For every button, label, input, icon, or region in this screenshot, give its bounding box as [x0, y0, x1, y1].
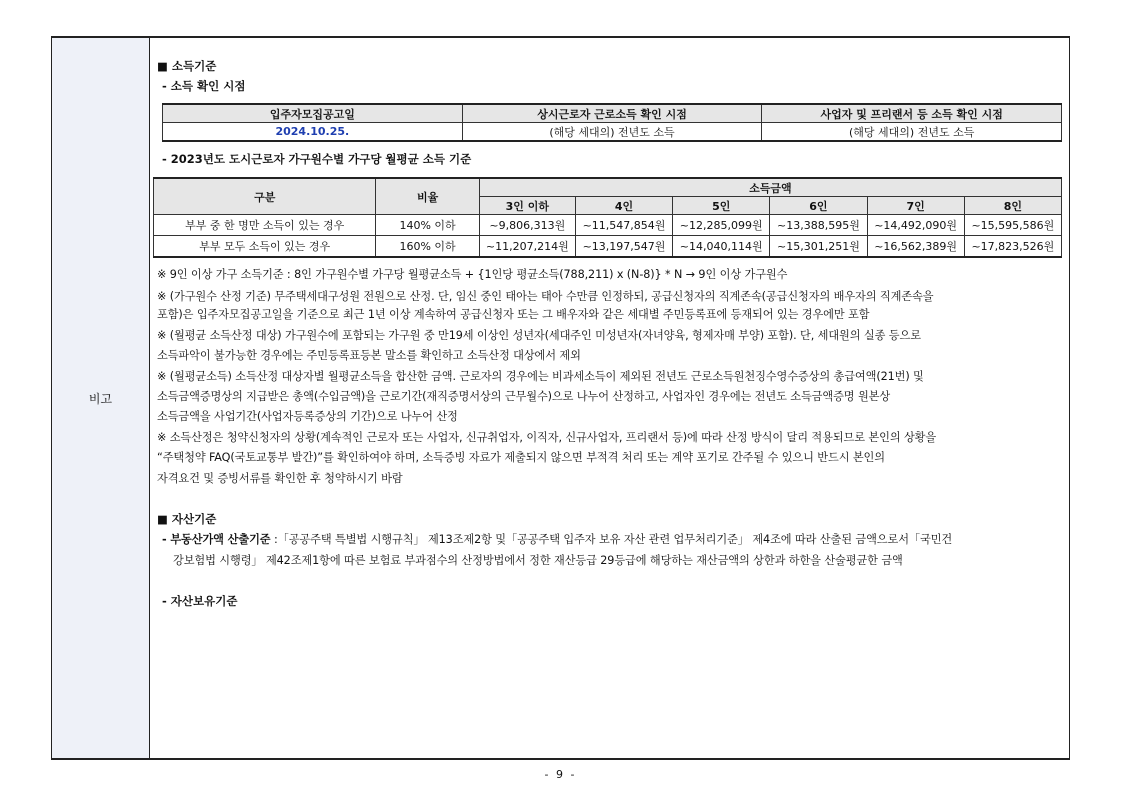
- row-label: 부부 중 한 명만 소득이 있는 경우: [154, 215, 376, 236]
- header-amount: 소득금액: [479, 178, 1061, 197]
- note-line: 소득금액을 사업기간(사업자등록증상의 기간)으로 나누어 산정: [157, 410, 458, 423]
- income-heading: ■ 소득기준: [157, 59, 217, 73]
- note-line: ※ 9인 이상 가구 소득기준 : 8인 가구원수별 가구당 월평균소득 + {1인당 평균소득(788,211) x (N-8)} * N → 9인 이상 가구원수: [157, 268, 788, 281]
- table-cell: ~11,547,854원: [575, 215, 672, 236]
- note-line: “주택청약 FAQ(국토교통부 발간)”를 확인하여야 하며, 소득증빙 자료가 제출되지 않으면 부적격 처리 또는 계약 포기로 간주될 수 있으니 반드시 본인의: [157, 451, 885, 464]
- table-cell: ~11,207,214원: [479, 236, 575, 258]
- side-label: 비고: [88, 392, 113, 406]
- table-cell: (해당 세대의) 전년도 소득: [762, 123, 1062, 142]
- header-size: 6인: [770, 197, 867, 215]
- table-cell: ~17,823,526원: [964, 236, 1061, 258]
- header-ratio: 비율: [376, 178, 479, 215]
- income-check-table: [162, 103, 1062, 142]
- table-cell: ~15,301,251원: [770, 236, 867, 258]
- note-line: 자격요건 및 증빙서류를 확인한 후 청약하시기 바람: [157, 472, 403, 485]
- table-header: 상시근로자 근로소득 확인 시점: [462, 104, 762, 123]
- income-check-subheading: - 소득 확인 시점: [162, 79, 246, 93]
- note-line: ※ (가구원수 산정 기준) 무주택세대구성원 전원으로 산정. 단, 임신 중인 태아는 태아 수만큼 인정하되, 공급신청자의 직계존속(공급신청자의 배우자의 직계존속을: [157, 290, 934, 303]
- table-cell: ~13,388,595원: [770, 215, 867, 236]
- table-cell: ~14,040,114원: [673, 236, 770, 258]
- asset-heading: ■ 자산기준: [157, 512, 217, 526]
- header-size: 4인: [575, 197, 672, 215]
- table-cell: ~15,595,586원: [964, 215, 1061, 236]
- header-size: 5인: [673, 197, 770, 215]
- header-size: 8인: [964, 197, 1061, 215]
- table-cell: ~9,806,313원: [479, 215, 575, 236]
- table-row: [154, 236, 1062, 258]
- page-number: - 9 -: [544, 768, 577, 781]
- asset-criteria-text-2: 강보험법 시행령」 제42조제1항에 따른 보험료 부과점수의 산정방법에서 정한 재산등급 29등급에 해당하는 재산금액의 상한과 하한을 산술평균한 금액: [173, 554, 903, 567]
- asset-criteria-label: - 부동산가액 산출기준: [162, 533, 271, 546]
- row-ratio: 140% 이하: [376, 215, 479, 236]
- table-header: 사업자 및 프리랜서 등 소득 확인 시점: [762, 104, 1062, 123]
- note-line: ※ (월평균소득) 소득산정 대상자별 월평균소득을 합산한 금액. 근로자의 경우에는 비과세소득이 제외된 전년도 근로소득원천징수영수증상의 총급여액(21번) 및: [157, 370, 924, 383]
- table-cell: ~13,197,547원: [575, 236, 672, 258]
- note-line: 소득파악이 불가능한 경우에는 주민등록표등본 말소를 확인하고 소득산정 대상에서 제외: [157, 349, 581, 362]
- header-size: 7인: [867, 197, 964, 215]
- note-line: ※ 소득산정은 청약신청자의 상황(계속적인 근로자 또는 사업자, 신규취업자, 이직자, 신규사업자, 프리랜서 등)에 따라 산정 방식이 달리 적용되므로 본인의 상황을: [157, 431, 937, 444]
- table-cell: ~16,562,389원: [867, 236, 964, 258]
- avg-income-subheading: - 2023년도 도시근로자 가구원수별 가구당 월평균 소득 기준: [162, 152, 472, 166]
- table-cell: (해당 세대의) 전년도 소득: [462, 123, 762, 142]
- note-line: 소득금액증명상의 지급받은 총액(수입금액)을 근로기간(재직증명서상의 근무월수)으로 나누어 산정하고, 사업자인 경우에는 전년도 소득금액증명 원본상: [157, 390, 891, 403]
- note-line: ※ (월평균 소득산정 대상) 가구원수에 포함되는 가구원 중 만19세 이상인 성년자(세대주인 미성년자(자녀양육, 형제자매 부양) 포함). 단, 세대원의 실종 등으로: [157, 329, 921, 342]
- avg-income-table: [153, 177, 1062, 258]
- announcement-date: 2024.10.25.: [163, 123, 463, 142]
- row-label: 부부 모두 소득이 있는 경우: [154, 236, 376, 258]
- header-category: 구분: [154, 178, 376, 215]
- asset-holding-subheading: - 자산보유기준: [162, 594, 238, 608]
- row-ratio: 160% 이하: [376, 236, 479, 258]
- side-label-column: [52, 38, 150, 758]
- note-line: 포함)은 입주자모집공고일을 기준으로 최근 1년 이상 계속하여 공급신청자 또는 그 배우자와 같은 세대별 주민등록표에 등재되어 있는 경우에만 포함: [157, 308, 870, 321]
- table-cell: ~12,285,099원: [673, 215, 770, 236]
- table-header: 입주자모집공고일: [163, 104, 463, 123]
- table-cell: ~14,492,090원: [867, 215, 964, 236]
- table-row: [154, 215, 1062, 236]
- header-size: 3인 이하: [479, 197, 575, 215]
- asset-criteria-text: :「공공주택 특별법 시행규칙」 제13조제2항 및「공공주택 입주자 보유 자산 관련 업무처리기준」 제4조에 따라 산출된 금액으로서「국민건: [270, 533, 953, 546]
